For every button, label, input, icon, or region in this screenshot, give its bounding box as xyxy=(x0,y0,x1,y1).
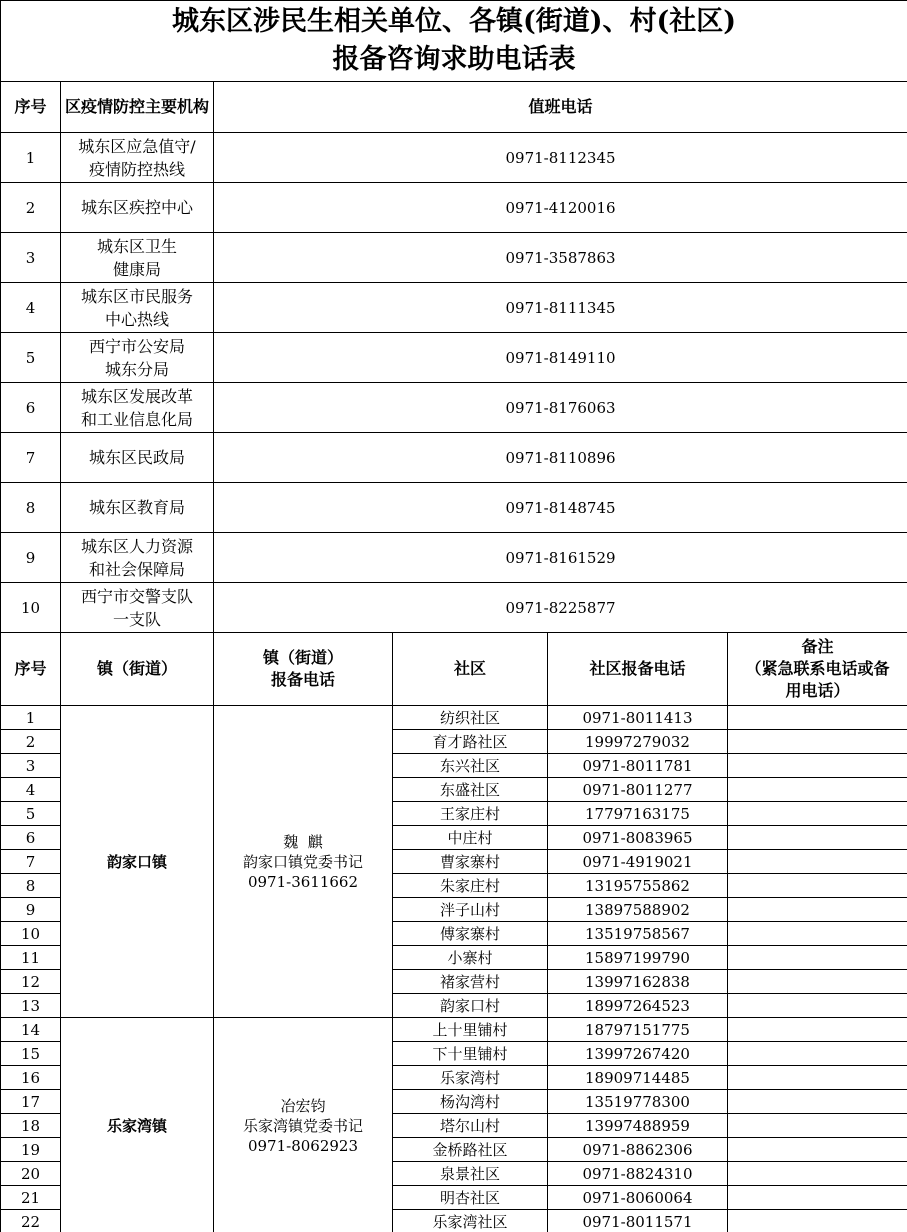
community-header-community: 社区 xyxy=(393,633,548,706)
community-remark xyxy=(728,826,907,850)
community-remark xyxy=(728,898,907,922)
community-index: 13 xyxy=(1,994,61,1018)
community-remark xyxy=(728,706,907,730)
community-name: 下十里铺村 xyxy=(393,1042,548,1066)
org-phone: 0971-3587863 xyxy=(214,233,907,283)
community-remark xyxy=(728,994,907,1018)
community-remark xyxy=(728,730,907,754)
community-phone: 18909714485 xyxy=(548,1066,728,1090)
community-name: 明杏社区 xyxy=(393,1186,548,1210)
org-index: 8 xyxy=(1,483,61,533)
org-phone: 0971-8110896 xyxy=(214,433,907,483)
community-remark xyxy=(728,1018,907,1042)
community-phone: 18797151775 xyxy=(548,1018,728,1042)
org-index: 10 xyxy=(1,583,61,633)
community-index: 8 xyxy=(1,874,61,898)
community-remark xyxy=(728,1210,907,1232)
community-name: 金桥路社区 xyxy=(393,1138,548,1162)
community-phone: 13997267420 xyxy=(548,1042,728,1066)
community-remark xyxy=(728,850,907,874)
org-index: 3 xyxy=(1,233,61,283)
community-remark xyxy=(728,1066,907,1090)
community-phone: 13997488959 xyxy=(548,1114,728,1138)
community-phone: 13519758567 xyxy=(548,922,728,946)
community-index: 16 xyxy=(1,1066,61,1090)
community-index: 19 xyxy=(1,1138,61,1162)
org-name: 西宁市交警支队 一支队 xyxy=(61,583,214,633)
community-header-row xyxy=(1,633,907,706)
org-index: 6 xyxy=(1,383,61,433)
community-remark xyxy=(728,1090,907,1114)
community-header-index: 序号 xyxy=(1,633,61,706)
community-name: 塔尔山村 xyxy=(393,1114,548,1138)
community-index: 6 xyxy=(1,826,61,850)
community-name: 傅家寨村 xyxy=(393,922,548,946)
community-index: 11 xyxy=(1,946,61,970)
community-index: 3 xyxy=(1,754,61,778)
community-phone: 19997279032 xyxy=(548,730,728,754)
org-row xyxy=(1,183,907,233)
community-remark xyxy=(728,946,907,970)
org-phone: 0971-4120016 xyxy=(214,183,907,233)
community-row xyxy=(1,706,907,730)
community-phone: 13195755862 xyxy=(548,874,728,898)
community-phone: 0971-8060064 xyxy=(548,1186,728,1210)
org-index: 4 xyxy=(1,283,61,333)
org-row xyxy=(1,233,907,283)
org-name: 城东区应急值守/ 疫情防控热线 xyxy=(61,133,214,183)
org-row xyxy=(1,383,907,433)
community-phone: 17797163175 xyxy=(548,802,728,826)
community-name: 韵家口村 xyxy=(393,994,548,1018)
org-row xyxy=(1,533,907,583)
community-phone: 0971-8083965 xyxy=(548,826,728,850)
community-remark xyxy=(728,802,907,826)
community-name: 小寨村 xyxy=(393,946,548,970)
community-name: 上十里铺村 xyxy=(393,1018,548,1042)
town-name: 韵家口镇 xyxy=(61,706,214,1018)
community-header-town-phone: 镇（街道） 报备电话 xyxy=(214,633,393,706)
org-name: 城东区人力资源 和社会保障局 xyxy=(61,533,214,583)
community-remark xyxy=(728,754,907,778)
community-index: 15 xyxy=(1,1042,61,1066)
community-index: 4 xyxy=(1,778,61,802)
community-phone: 13897588902 xyxy=(548,898,728,922)
community-phone: 15897199790 xyxy=(548,946,728,970)
community-remark xyxy=(728,1138,907,1162)
community-name: 泮子山村 xyxy=(393,898,548,922)
org-row xyxy=(1,583,907,633)
community-remark xyxy=(728,1042,907,1066)
community-header-remark: 备注 （紧急联系电话或备 用电话） xyxy=(728,633,907,706)
org-name: 城东区卫生 健康局 xyxy=(61,233,214,283)
page-title xyxy=(1,1,907,82)
title-line-2: 报备咨询求助电话表 xyxy=(332,44,576,75)
org-header-row xyxy=(1,82,907,133)
org-row xyxy=(1,483,907,533)
community-remark xyxy=(728,874,907,898)
community-name: 曹家寨村 xyxy=(393,850,548,874)
org-phone: 0971-8149110 xyxy=(214,333,907,383)
community-remark xyxy=(728,922,907,946)
community-phone: 18997264523 xyxy=(548,994,728,1018)
community-index: 2 xyxy=(1,730,61,754)
community-name: 王家庄村 xyxy=(393,802,548,826)
org-row xyxy=(1,433,907,483)
community-name: 泉景社区 xyxy=(393,1162,548,1186)
community-header-community-phone: 社区报备电话 xyxy=(548,633,728,706)
org-phone: 0971-8176063 xyxy=(214,383,907,433)
org-name: 城东区市民服务 中心热线 xyxy=(61,283,214,333)
town-contact: 冶宏钧 乐家湾镇党委书记 0971-8062923 xyxy=(214,1018,393,1232)
community-name: 东兴社区 xyxy=(393,754,548,778)
community-row xyxy=(1,1018,907,1042)
community-name: 乐家湾村 xyxy=(393,1066,548,1090)
community-phone: 13519778300 xyxy=(548,1090,728,1114)
org-name: 城东区疾控中心 xyxy=(61,183,214,233)
community-name: 中庄村 xyxy=(393,826,548,850)
org-phone: 0971-8161529 xyxy=(214,533,907,583)
org-row xyxy=(1,333,907,383)
community-index: 18 xyxy=(1,1114,61,1138)
community-index: 21 xyxy=(1,1186,61,1210)
town-contact: 魏 麒 韵家口镇党委书记 0971-3611662 xyxy=(214,706,393,1018)
community-index: 14 xyxy=(1,1018,61,1042)
community-index: 7 xyxy=(1,850,61,874)
community-index: 17 xyxy=(1,1090,61,1114)
org-name: 西宁市公安局 城东分局 xyxy=(61,333,214,383)
org-index: 1 xyxy=(1,133,61,183)
org-row xyxy=(1,133,907,183)
org-name: 城东区教育局 xyxy=(61,483,214,533)
community-index: 12 xyxy=(1,970,61,994)
community-index: 1 xyxy=(1,706,61,730)
org-index: 2 xyxy=(1,183,61,233)
community-phone: 0971-8862306 xyxy=(548,1138,728,1162)
community-phone: 0971-4919021 xyxy=(548,850,728,874)
community-remark xyxy=(728,1114,907,1138)
org-phone: 0971-8225877 xyxy=(214,583,907,633)
community-phone: 0971-8011413 xyxy=(548,706,728,730)
org-phone: 0971-8148745 xyxy=(214,483,907,533)
org-name: 城东区民政局 xyxy=(61,433,214,483)
org-index: 5 xyxy=(1,333,61,383)
org-phone: 0971-8111345 xyxy=(214,283,907,333)
org-header-org: 区疫情防控主要机构 xyxy=(61,82,214,133)
community-header-town: 镇（街道） xyxy=(61,633,214,706)
community-phone: 0971-8011781 xyxy=(548,754,728,778)
org-phone: 0971-8112345 xyxy=(214,133,907,183)
community-name: 纺织社区 xyxy=(393,706,548,730)
community-name: 朱家庄村 xyxy=(393,874,548,898)
community-remark xyxy=(728,1186,907,1210)
town-name: 乐家湾镇 xyxy=(61,1018,214,1232)
community-name: 杨沟湾村 xyxy=(393,1090,548,1114)
org-index: 9 xyxy=(1,533,61,583)
org-name: 城东区发展改革 和工业信息化局 xyxy=(61,383,214,433)
org-row xyxy=(1,283,907,333)
org-header-index: 序号 xyxy=(1,82,61,133)
title-line-1: 城东区涉民生相关单位、各镇(街道)、村(社区) xyxy=(171,6,737,37)
community-index: 5 xyxy=(1,802,61,826)
community-remark xyxy=(728,970,907,994)
community-remark xyxy=(728,778,907,802)
community-index: 20 xyxy=(1,1162,61,1186)
community-name: 育才路社区 xyxy=(393,730,548,754)
community-index: 9 xyxy=(1,898,61,922)
community-index: 10 xyxy=(1,922,61,946)
community-phone: 0971-8011571 xyxy=(548,1210,728,1232)
community-name: 东盛社区 xyxy=(393,778,548,802)
community-index: 22 xyxy=(1,1210,61,1232)
community-phone: 0971-8824310 xyxy=(548,1162,728,1186)
community-remark xyxy=(728,1162,907,1186)
community-phone: 13997162838 xyxy=(548,970,728,994)
org-header-phone: 值班电话 xyxy=(214,82,907,133)
community-name: 褚家营村 xyxy=(393,970,548,994)
community-phone: 0971-8011277 xyxy=(548,778,728,802)
org-index: 7 xyxy=(1,433,61,483)
community-name: 乐家湾社区 xyxy=(393,1210,548,1232)
